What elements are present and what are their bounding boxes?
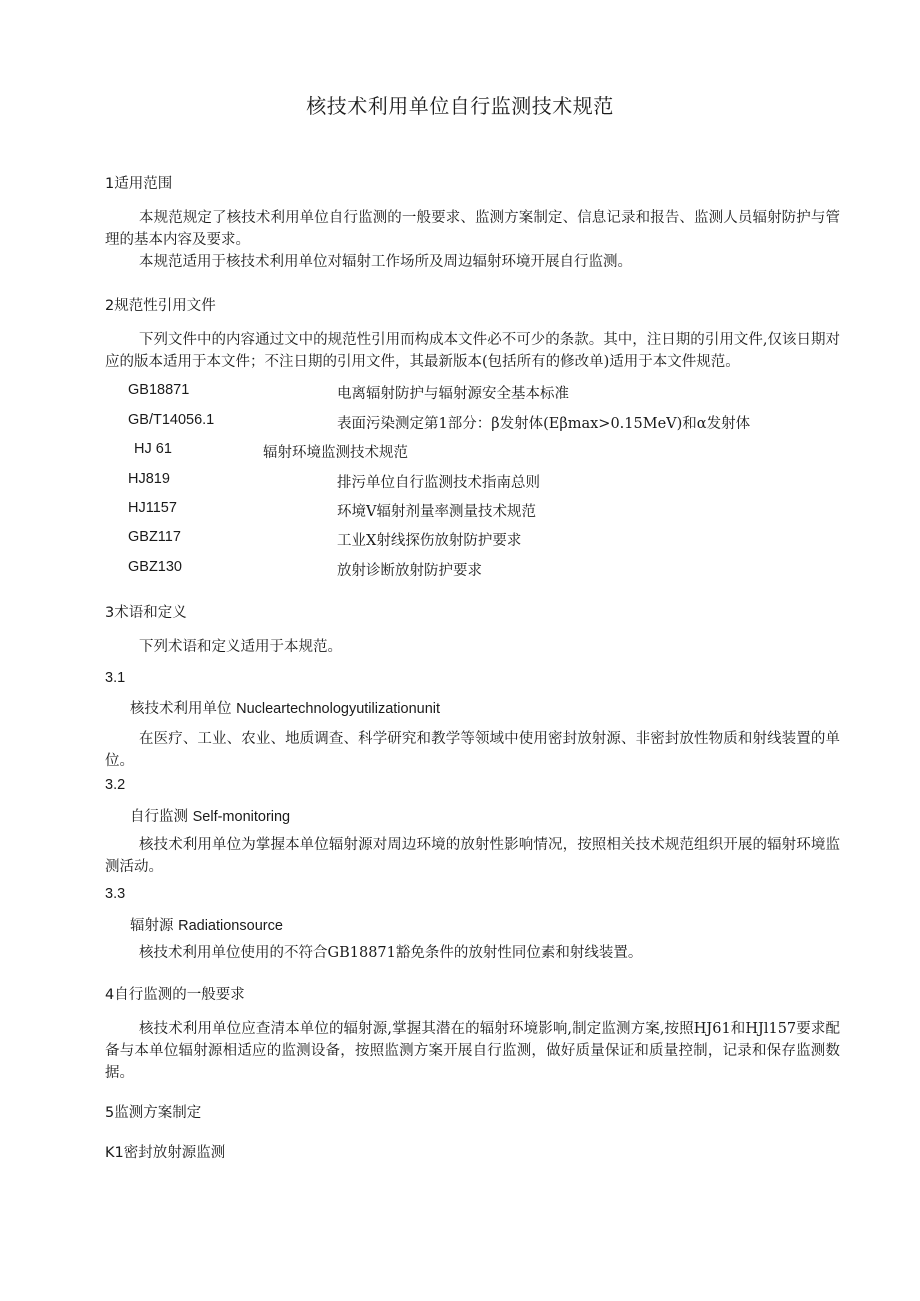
ref-title: 放射诊断放射防护要求: [337, 563, 482, 579]
section-2-paragraph: 下列文件中的内容通过文中的规范性引用而构成本文件必不可少的条款。其中，注日期的引用文件,仅该日期对应的版本适用于本文件；不注日期的引用文件，其最新版本(包括所有的修改单)适用于本文件规范。: [105, 332, 840, 370]
term-number: 3.2: [105, 777, 126, 793]
section-5-subheading: K1密封放射源监测: [105, 1145, 226, 1161]
ref-code: HJ 61: [134, 441, 172, 457]
ref-code: HJ819: [128, 471, 170, 487]
ref-title: 电离辐射防护与辐射源安全基本标准: [337, 386, 569, 402]
section-4-heading: 4自行监测的一般要求: [105, 987, 245, 1003]
term-en: Self-monitoring: [192, 809, 291, 825]
term-number: 3.3: [105, 886, 126, 902]
term-name: [130, 914, 283, 935]
term-cn: 核技术利用单位: [130, 701, 232, 717]
term-name: [130, 697, 440, 718]
term-cn: 自行监测: [130, 809, 188, 825]
term-definition: 核技术利用单位为掌握本单位辐射源对周边环境的放射性影响情况，按照相关技术规范组织开展的辐射环境监测活动。: [105, 837, 840, 875]
ref-title: 排污单位自行监测技术指南总则: [337, 475, 540, 491]
ref-code: GB/T14056.1: [128, 412, 215, 428]
section-3-heading: 3术语和定义: [105, 605, 187, 621]
ref-code: GBZ130: [128, 559, 182, 575]
term-definition: 在医疗、工业、农业、地质调查、科学研究和教学等领域中使用密封放射源、非密封放性物质和射线装置的单位。: [105, 731, 840, 769]
term-en: Nucleartechnologyutilizationunit: [236, 701, 441, 717]
term-name: [130, 805, 290, 826]
term-number: 3.1: [105, 670, 126, 686]
ref-title: 环境V辐射剂量率测量技术规范: [337, 504, 536, 520]
ref-title: 表面污染测定第1部分：β发射体(Eβmax>0.15MeV)和α发射体: [337, 416, 751, 432]
section-5-heading: 5监测方案制定: [105, 1105, 202, 1121]
term-cn: 辐射源: [130, 918, 174, 934]
document-title: 核技术利用单位自行监测技术规范: [306, 94, 614, 118]
section-1-paragraph-2: 本规范适用于核技术利用单位对辐射工作场所及周边辐射环境开展自行监测。: [139, 254, 632, 270]
ref-code: HJ1157: [128, 500, 177, 516]
term-en: Radiationsource: [178, 918, 283, 934]
ref-title: 辐射环境监测技术规范: [263, 445, 408, 461]
ref-title: 工业X射线探伤放射防护要求: [337, 533, 522, 549]
ref-code: GBZ117: [128, 529, 181, 545]
section-1-paragraph-1: 本规范规定了核技术利用单位自行监测的一般要求、监测方案制定、信息记录和报告、监测人员辐射防护与管理的基本内容及要求。: [105, 210, 840, 248]
section-2-heading: 2规范性引用文件: [105, 298, 216, 314]
section-4-paragraph: 核技术利用单位应查清本单位的辐射源,掌握其潜在的辐射环境影响,制定监测方案,按照HJ61和HJl157要求配备与本单位辐射源相适应的监测设备，按照监测方案开展自行监测，做好质量保证和质量控制，记录和保存监测数据。: [105, 1021, 840, 1081]
section-3-intro: 下列术语和定义适用于本规范。: [139, 639, 342, 655]
section-1-heading: 1适用范围: [105, 176, 173, 192]
term-definition: 核技术利用单位使用的不符合GB18871豁免条件的放射性同位素和射线装置。: [139, 945, 643, 961]
ref-code: GB18871: [128, 382, 190, 398]
